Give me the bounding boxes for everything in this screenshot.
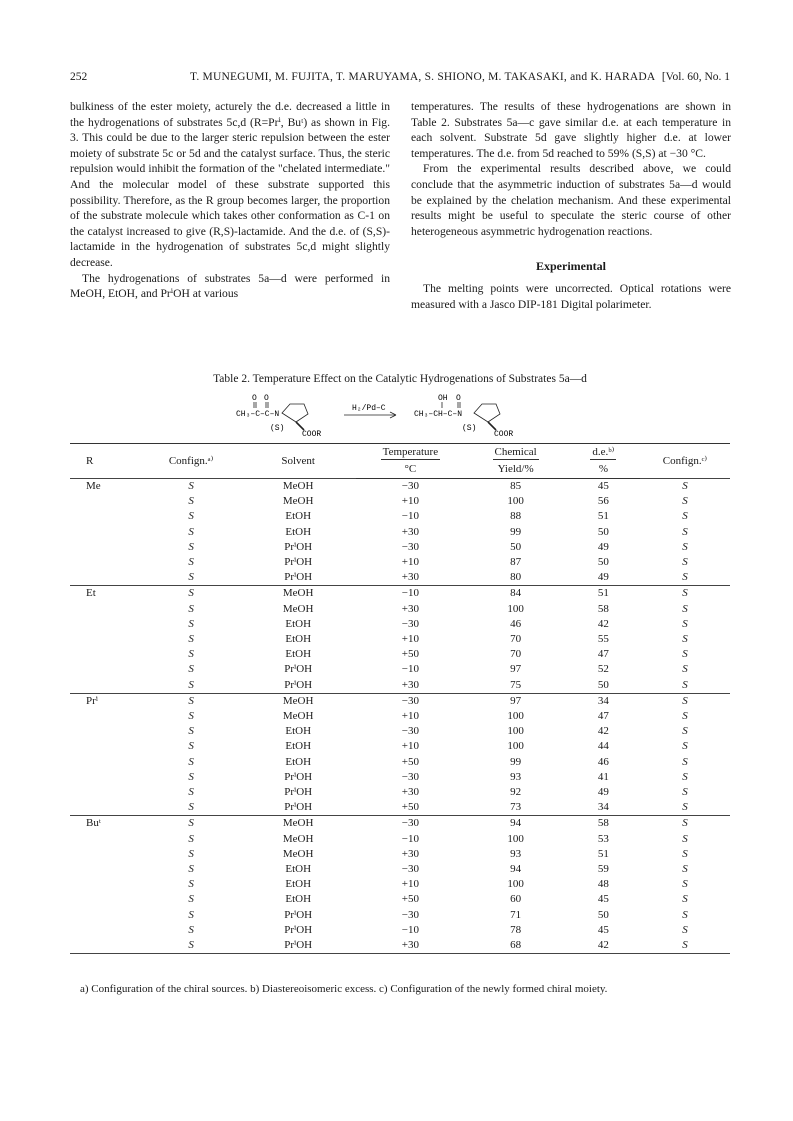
paragraph: bulkiness of the ester moiety, acturely the d.e. decreased a little in the hydrogenations of substrates 5c,d (R=Prⁱ, Buᵗ) as shown in Fig. 3. This could be due to the larger steric repulsion between the ester moiety of substrate 5c or 5d and the catalyst surface. Thus, the steric repulsion would inhibit the formation of the "chelated intermediate." And the molecular model of these substrate supported this possibility. Therefore, as the R group becomes larger, the proportion of the substrate molecule which takes other conformation as C-1 on the catalyst increased to give (R,S)-lactamide. And the d.e. of (S,S)-lactamide in the hydrogenation of substrates 5c,d might slightly decrease. — [70, 100, 390, 269]
de-cell: 49 — [597, 540, 609, 553]
col-header-chemical: Chemical — [464, 444, 567, 462]
temperature-cell: −30 — [401, 770, 419, 783]
table-row — [70, 770, 730, 785]
de-cell: 45 — [597, 893, 609, 906]
config-cell: S — [142, 816, 240, 832]
config-cell: S — [188, 525, 194, 538]
config-cell: S — [188, 755, 194, 768]
temperature-cell: −30 — [356, 693, 464, 709]
solvent-cell: PrⁱOH — [240, 938, 356, 954]
new-config-cell: S — [682, 770, 688, 783]
config-cell: S — [188, 863, 194, 876]
de-cell: 41 — [597, 770, 609, 783]
solvent-cell: MeOH — [240, 816, 356, 832]
r-group-cell — [70, 647, 142, 662]
temperature-cell: +10 — [401, 633, 419, 646]
new-config-cell: S — [682, 556, 688, 569]
r-group-cell — [70, 770, 142, 785]
hydroxyl-label: OH — [438, 394, 448, 403]
solvent-cell: PrⁱOH — [284, 801, 313, 814]
de-cell: 51 — [567, 586, 640, 602]
table-row — [70, 709, 730, 724]
r-group-cell — [70, 785, 142, 800]
yield-cell: 99 — [510, 525, 522, 538]
temperature-cell: −30 — [401, 540, 419, 553]
yield-cell: 75 — [510, 678, 522, 691]
yield-cell: 97 — [464, 693, 567, 709]
yield-cell: 80 — [510, 571, 522, 584]
temperature-cell: +30 — [401, 525, 419, 538]
r-group-cell — [70, 847, 142, 862]
de-cell: 48 — [597, 878, 609, 891]
solvent-cell: EtOH — [285, 893, 312, 906]
new-config-cell: S — [640, 816, 730, 832]
config-cell: S — [188, 801, 194, 814]
new-config-cell: S — [682, 847, 688, 860]
solvent-cell: EtOH — [285, 878, 312, 891]
config-cell: S — [188, 878, 194, 891]
de-cell: 49 — [597, 786, 609, 799]
de-cell: 59 — [597, 863, 609, 876]
new-config-cell: S — [682, 540, 688, 553]
de-cell: 52 — [597, 663, 609, 676]
yield-cell: 70 — [510, 633, 522, 646]
solvent-cell: MeOH — [282, 710, 314, 723]
r-group-cell — [70, 540, 142, 555]
config-cell: S — [188, 540, 194, 553]
de-cell: 50 — [597, 525, 609, 538]
de-cell: 45 — [567, 479, 640, 495]
running-header — [70, 71, 730, 87]
solvent-cell: PrⁱOH — [284, 786, 313, 799]
r-group-cell — [70, 724, 142, 739]
r-group-cell — [70, 555, 142, 570]
solvent-cell: PrⁱOH — [284, 571, 313, 584]
yield-cell: 78 — [510, 923, 522, 936]
solvent-cell: EtOH — [285, 617, 312, 630]
config-cell: S — [188, 893, 194, 906]
product-formula: CH₃–CH–C–N — [414, 410, 463, 419]
solvent-cell: PrⁱOH — [284, 663, 313, 676]
solvent-cell: EtOH — [285, 633, 312, 646]
temperature-cell: −30 — [401, 617, 419, 630]
temperature-cell: −10 — [401, 832, 419, 845]
new-config-cell: S — [682, 923, 688, 936]
col-header-r: R — [70, 444, 142, 479]
new-config-cell: S — [682, 786, 688, 799]
table-row — [70, 847, 730, 862]
temperature-cell: +10 — [401, 878, 419, 891]
author-line: T. MUNEGUMI, M. FUJITA, T. MARUYAMA, S. SHIONO, M. TAKASAKI, and K. HARADA — [190, 71, 656, 83]
new-config-cell: S — [640, 938, 730, 954]
solvent-cell: EtOH — [285, 863, 312, 876]
de-cell: 47 — [597, 710, 609, 723]
new-config-cell: S — [682, 740, 688, 753]
de-cell: 50 — [597, 908, 609, 921]
temperature-cell: +10 — [401, 740, 419, 753]
config-cell: S — [188, 770, 194, 783]
carbonyl-o-label: O — [264, 394, 269, 403]
r-group-cell — [70, 602, 142, 617]
temperature-cell: −30 — [356, 816, 464, 832]
solvent-cell: MeOH — [240, 479, 356, 495]
config-cell: S — [188, 832, 194, 845]
de-cell: 58 — [567, 816, 640, 832]
table-row — [70, 632, 730, 647]
config-cell: S — [188, 725, 194, 738]
new-config-cell: S — [682, 602, 688, 615]
table-row — [70, 693, 730, 709]
r-group-cell — [70, 862, 142, 877]
de-cell: 47 — [597, 648, 609, 661]
reagent-label: H₂/Pd–C — [352, 404, 386, 413]
left-column — [70, 99, 390, 302]
solvent-cell: PrⁱOH — [284, 556, 313, 569]
new-config-cell: S — [682, 617, 688, 630]
table-title: Table 2. Temperature Effect on the Catalytic Hydrogenations of Substrates 5a—d — [213, 373, 587, 385]
r-group-cell — [70, 832, 142, 847]
new-config-cell: S — [682, 725, 688, 738]
yield-cell: 46 — [510, 617, 522, 630]
de-cell: 46 — [597, 755, 609, 768]
new-config-cell: S — [682, 633, 688, 646]
table-row — [70, 602, 730, 617]
table-row — [70, 739, 730, 754]
col-header-config: Confign.ᵃ⁾ — [142, 444, 240, 479]
de-cell: 55 — [597, 633, 609, 646]
de-cell: 51 — [597, 847, 609, 860]
config-cell: S — [188, 617, 194, 630]
stereo-label: (S) — [270, 424, 285, 433]
col-header-new-config: Confign.ᶜ⁾ — [640, 444, 730, 479]
config-cell: S — [188, 786, 194, 799]
yield-cell: 100 — [507, 710, 524, 723]
config-cell: S — [188, 740, 194, 753]
config-cell: S — [188, 847, 194, 860]
table-row — [70, 908, 730, 923]
temperature-cell: −10 — [401, 663, 419, 676]
solvent-cell: PrⁱOH — [284, 540, 313, 553]
new-config-cell: S — [682, 832, 688, 845]
yield-cell: 71 — [510, 908, 522, 921]
new-config-cell: S — [682, 525, 688, 538]
table-row — [70, 923, 730, 938]
solvent-cell: PrⁱOH — [284, 678, 313, 691]
r-group-cell — [70, 938, 142, 954]
de-cell: 44 — [597, 740, 609, 753]
config-cell: S — [142, 586, 240, 602]
col-header-de: d.e.ᵇ⁾ — [567, 444, 640, 462]
config-cell: S — [142, 693, 240, 709]
temperature-cell: +50 — [401, 801, 419, 814]
new-config-cell: S — [682, 510, 688, 523]
config-cell: S — [188, 571, 194, 584]
new-config-cell: S — [682, 878, 688, 891]
config-cell: S — [188, 678, 194, 691]
r-group-cell — [70, 800, 142, 816]
table-row — [70, 724, 730, 739]
table-row — [70, 662, 730, 677]
yield-cell: 70 — [510, 648, 522, 661]
solvent-cell: MeOH — [240, 693, 356, 709]
solvent-cell: PrⁱOH — [284, 770, 313, 783]
table-row — [70, 570, 730, 586]
temperature-cell: −10 — [356, 586, 464, 602]
new-config-cell: S — [640, 693, 730, 709]
temperature-cell: −10 — [401, 510, 419, 523]
col-header-de-unit: % — [567, 461, 640, 479]
table-row — [70, 862, 730, 877]
reaction-scheme — [230, 392, 570, 440]
yield-cell: 50 — [510, 540, 522, 553]
yield-cell: 94 — [510, 863, 522, 876]
de-cell: 56 — [597, 495, 609, 508]
temperature-cell: +10 — [401, 495, 419, 508]
r-group-cell — [70, 632, 142, 647]
solvent-cell: MeOH — [282, 847, 314, 860]
r-group-cell — [70, 678, 142, 694]
new-config-cell: S — [682, 648, 688, 661]
carbonyl-o-label: O — [456, 394, 461, 403]
temperature-cell: +30 — [401, 678, 419, 691]
new-config-cell: S — [682, 863, 688, 876]
paragraph: The melting points were uncorrected. Optical rotations were measured with a Jasco DIP-181 Digital polarimeter. — [411, 281, 731, 311]
r-group-cell — [70, 892, 142, 907]
yield-cell: 84 — [464, 586, 567, 602]
r-group-cell — [70, 570, 142, 586]
config-cell: S — [188, 633, 194, 646]
solvent-cell: PrⁱOH — [284, 908, 313, 921]
new-config-cell: S — [640, 479, 730, 495]
de-cell: 50 — [597, 678, 609, 691]
yield-cell: 93 — [510, 847, 522, 860]
table-row — [70, 555, 730, 570]
table-row — [70, 877, 730, 892]
config-cell: S — [188, 602, 194, 615]
de-cell: 58 — [597, 602, 609, 615]
ester-label: COOR — [494, 430, 514, 439]
pyrrolidine-ring — [474, 404, 500, 422]
new-config-cell: S — [682, 755, 688, 768]
wedge-bond — [296, 422, 304, 430]
col-header-temperature: Temperature — [356, 444, 464, 462]
r-group-cell — [70, 494, 142, 509]
solvent-cell: MeOH — [282, 832, 314, 845]
section-heading: Experimental — [536, 259, 606, 274]
new-config-cell: S — [682, 663, 688, 676]
stereo-label: (S) — [462, 424, 477, 433]
r-group-cell: Prⁱ — [70, 693, 142, 709]
yield-cell: 100 — [507, 740, 524, 753]
config-cell: S — [188, 510, 194, 523]
temperature-cell: +30 — [401, 786, 419, 799]
paragraph: temperatures. The results of these hydrogenations are shown in Table 2. Substrates 5a—c gave similar d.e. at each temperature in each solvent. Substrate 5d gave slightly higher d.e. at lower temperatures. The d.e. from 5d reached to 59% (S,S) at −30 °C. — [411, 100, 731, 160]
yield-cell: 100 — [507, 832, 524, 845]
config-cell: S — [142, 938, 240, 954]
temperature-cell: +30 — [401, 571, 419, 584]
new-config-cell: S — [682, 908, 688, 921]
solvent-cell: EtOH — [285, 740, 312, 753]
yield-cell: 93 — [510, 770, 522, 783]
r-group-cell — [70, 525, 142, 540]
solvent-cell: EtOH — [285, 725, 312, 738]
r-group-cell — [70, 709, 142, 724]
config-cell: S — [188, 908, 194, 921]
yield-cell: 87 — [510, 556, 522, 569]
temperature-cell: +50 — [401, 893, 419, 906]
de-cell: 51 — [597, 510, 609, 523]
ester-label: COOR — [302, 430, 322, 439]
solvent-cell: EtOH — [285, 648, 312, 661]
new-config-cell: S — [682, 571, 688, 584]
yield-cell: 99 — [510, 755, 522, 768]
table-row — [70, 816, 730, 832]
table-footnote: a) Configuration of the chiral sources. b) Diastereoisomeric excess. c) Configuration of the newly formed chiral moiety. — [80, 983, 608, 995]
config-cell: S — [188, 663, 194, 676]
solvent-cell: MeOH — [282, 602, 314, 615]
new-config-cell: S — [682, 495, 688, 508]
yield-cell: 100 — [507, 878, 524, 891]
paragraph: From the experimental results described above, we could conclude that the asymmetric induction of substrates 5a—d would be explained by the chelation mechanism. And these experimental results might be useful to speculate the steric course of other heterogeneous asymmetric hydrogenation reactions. — [411, 162, 731, 238]
r-group-cell — [70, 509, 142, 524]
yield-cell: 68 — [464, 938, 567, 954]
solvent-cell: MeOH — [240, 586, 356, 602]
yield-cell: 92 — [510, 786, 522, 799]
solvent-cell: EtOH — [285, 525, 312, 538]
de-cell: 34 — [567, 693, 640, 709]
config-cell: S — [188, 556, 194, 569]
de-cell: 34 — [597, 801, 609, 814]
temperature-cell: +30 — [401, 602, 419, 615]
de-cell: 42 — [567, 938, 640, 954]
temperature-cell: −30 — [356, 479, 464, 495]
r-group-cell: Buᵗ — [70, 816, 142, 832]
config-cell: S — [188, 648, 194, 661]
pyrrolidine-ring — [282, 404, 308, 422]
r-group-cell: Me — [70, 479, 142, 495]
temperature-cell: +50 — [401, 648, 419, 661]
table-row — [70, 892, 730, 907]
table-row — [70, 647, 730, 662]
r-group-cell — [70, 617, 142, 632]
right-column — [411, 99, 731, 312]
col-header-solvent: Solvent — [240, 444, 356, 479]
solvent-cell: PrⁱOH — [284, 923, 313, 936]
new-config-cell: S — [682, 678, 688, 691]
r-group-cell — [70, 739, 142, 754]
de-cell: 50 — [597, 556, 609, 569]
new-config-cell: S — [682, 893, 688, 906]
data-table — [70, 443, 730, 954]
table-row — [70, 586, 730, 602]
table-row — [70, 678, 730, 694]
volume-info: [Vol. 60, No. 1 — [661, 71, 730, 83]
config-cell: S — [188, 495, 194, 508]
config-cell: S — [188, 710, 194, 723]
de-cell: 45 — [597, 923, 609, 936]
yield-cell: 60 — [510, 893, 522, 906]
solvent-cell: EtOH — [285, 510, 312, 523]
table-row — [70, 525, 730, 540]
yield-cell: 100 — [507, 495, 524, 508]
solvent-cell: MeOH — [282, 495, 314, 508]
table-row — [70, 785, 730, 800]
temperature-cell: −30 — [401, 863, 419, 876]
temperature-cell: +30 — [356, 938, 464, 954]
new-config-cell: S — [682, 801, 688, 814]
temperature-cell: +30 — [401, 847, 419, 860]
yield-cell: 94 — [464, 816, 567, 832]
col-header-yield: Yield/% — [464, 461, 567, 479]
de-cell: 42 — [597, 617, 609, 630]
page-number: 252 — [70, 71, 88, 83]
r-group-cell — [70, 908, 142, 923]
wedge-bond — [488, 422, 496, 430]
col-header-temp-unit: °C — [356, 461, 464, 479]
de-cell: 49 — [597, 571, 609, 584]
temperature-cell: +50 — [401, 755, 419, 768]
yield-cell: 73 — [510, 801, 522, 814]
temperature-cell: +10 — [401, 710, 419, 723]
solvent-cell: EtOH — [285, 755, 312, 768]
new-config-cell: S — [640, 586, 730, 602]
yield-cell: 88 — [510, 510, 522, 523]
r-group-cell — [70, 877, 142, 892]
config-cell: S — [142, 479, 240, 495]
yield-cell: 85 — [464, 479, 567, 495]
temperature-cell: −30 — [401, 908, 419, 921]
table-row — [70, 617, 730, 632]
table-row — [70, 494, 730, 509]
yield-cell: 97 — [510, 663, 522, 676]
table-row — [70, 479, 730, 495]
table-row — [70, 800, 730, 816]
temperature-cell: −30 — [401, 725, 419, 738]
temperature-cell: +10 — [401, 556, 419, 569]
temperature-cell: −10 — [401, 923, 419, 936]
de-cell: 53 — [597, 832, 609, 845]
table-row — [70, 540, 730, 555]
config-cell: S — [188, 923, 194, 936]
table-row — [70, 938, 730, 954]
yield-cell: 100 — [507, 602, 524, 615]
new-config-cell: S — [682, 710, 688, 723]
paragraph: The hydrogenations of substrates 5a—d were performed in MeOH, EtOH, and PrⁱOH at various — [70, 271, 390, 301]
table-row — [70, 509, 730, 524]
substrate-formula: CH₃–C–C–N — [236, 410, 280, 419]
r-group-cell — [70, 662, 142, 677]
r-group-cell — [70, 923, 142, 938]
r-group-cell: Et — [70, 586, 142, 602]
yield-cell: 100 — [507, 725, 524, 738]
r-group-cell — [70, 755, 142, 770]
table-row — [70, 755, 730, 770]
carbonyl-o-label: O — [252, 394, 257, 403]
de-cell: 42 — [597, 725, 609, 738]
table-row — [70, 832, 730, 847]
